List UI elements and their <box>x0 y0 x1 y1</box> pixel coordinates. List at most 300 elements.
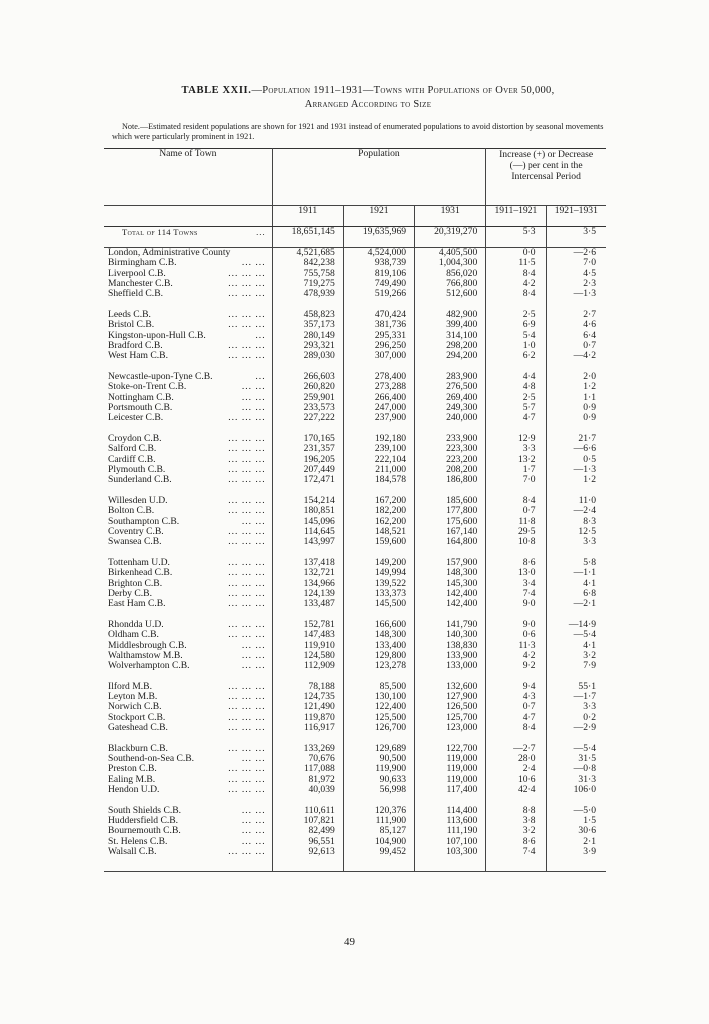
population-1911: 207,449 <box>272 465 343 475</box>
population-1921: 278,400 <box>343 372 414 382</box>
change-1921-1931: —1·7 <box>573 691 596 703</box>
change-1911-1921: 4·7 <box>486 713 546 723</box>
town-name: Huddersfield C.B. <box>108 815 179 827</box>
leader-dots: ... ... <box>241 804 266 816</box>
change-1911-1921: 0·7 <box>486 506 546 516</box>
leader-dots: ... ... ... <box>228 308 266 320</box>
town-name: London, Administrative County <box>108 247 231 258</box>
population-1931: 148,300 <box>415 568 486 578</box>
population-1921: 99,452 <box>343 847 414 857</box>
population-1911: 81,972 <box>272 775 343 785</box>
population-1921: 90,633 <box>343 775 414 785</box>
leader-dots: ... ... ... <box>228 556 266 568</box>
town-name: Coventry C.B. <box>108 525 164 537</box>
population-1911: 357,173 <box>272 320 343 330</box>
change-1921-1931: —0·8 <box>573 763 596 775</box>
change-1911-1921: 11·5 <box>486 258 546 268</box>
town-name: East Ham C.B. <box>108 598 166 610</box>
change-1911-1921: 8·8 <box>486 806 546 816</box>
leader-dots: ... ... ... <box>228 846 266 858</box>
town-name: Sheffield C.B. <box>108 288 163 300</box>
change-1921-1931: 1·1 <box>583 391 596 403</box>
population-1931: 283,900 <box>415 372 486 382</box>
change-1921-1931: 8·3 <box>583 515 596 527</box>
population-1921: 56,998 <box>343 785 414 795</box>
town-name: Rhondda U.D. <box>108 618 164 630</box>
page-number: 49 <box>344 936 355 948</box>
change-1921-1931: 2·3 <box>583 277 596 289</box>
population-1931: 133,900 <box>415 651 486 661</box>
table-row <box>104 785 606 795</box>
change-1921-1931: —1·3 <box>573 288 596 300</box>
leader-dots: ... ... ... <box>228 680 266 692</box>
population-1911: 82,499 <box>272 826 343 836</box>
change-1911-1921: 3·4 <box>486 579 546 589</box>
population-1911: 478,939 <box>272 289 343 299</box>
change-1911-1921: 0·6 <box>486 630 546 640</box>
table-row <box>104 847 606 857</box>
population-1911: 124,735 <box>272 692 343 702</box>
town-name: Swansea C.B. <box>108 536 162 548</box>
population-1931: 399,400 <box>415 320 486 330</box>
population-1931: 125,700 <box>415 713 486 723</box>
leader-dots: ... ... ... <box>228 598 266 610</box>
population-1911: 458,823 <box>272 310 343 320</box>
population-1931: 122,700 <box>415 744 486 754</box>
population-1931: 157,900 <box>415 558 486 568</box>
change-1921-1931: —1·3 <box>573 463 596 475</box>
population-1911: 4,521,685 <box>272 248 343 259</box>
change-1911-1921: 5·4 <box>486 331 546 341</box>
population-1921: 123,278 <box>343 661 414 671</box>
change-1911-1921: 6·9 <box>486 320 546 330</box>
population-1931: 482,900 <box>415 310 486 320</box>
town-name: Kingston-upon-Hull C.B. <box>108 329 206 341</box>
leader-dots: ... ... ... <box>228 494 266 506</box>
change-1921-1931: 4·6 <box>583 319 596 331</box>
population-1921: 211,000 <box>343 465 414 475</box>
population-1911: 133,269 <box>272 744 343 754</box>
population-1931: 175,600 <box>415 517 486 527</box>
change-1921-1931: 31·3 <box>578 773 596 785</box>
town-name: Middlesbrough C.B. <box>108 639 187 651</box>
leader-dots: ... ... ... <box>228 577 266 589</box>
population-1931: 269,400 <box>415 393 486 403</box>
population-1921: 85,127 <box>343 826 414 836</box>
population-1931: 512,600 <box>415 289 486 299</box>
change-1921-1931: 7·0 <box>583 257 596 269</box>
town-name: Sunderland C.B. <box>108 474 172 486</box>
town-name: Southend-on-Sea C.B. <box>108 753 195 765</box>
population-1911: 112,909 <box>272 661 343 671</box>
total-row <box>104 227 606 248</box>
population-1911: 134,966 <box>272 579 343 589</box>
population-1911: 121,490 <box>272 702 343 712</box>
leader-dots: ... ... ... <box>228 536 266 548</box>
town-name: Birkenhead C.B. <box>108 567 173 579</box>
total-1921: 19,635,969 <box>343 227 414 248</box>
change-1911-1921: 0·0 <box>486 248 546 259</box>
town-name: South Shields C.B. <box>108 804 182 816</box>
population-1921: 159,600 <box>343 537 414 547</box>
leader-dots: ... ... ... <box>228 288 266 300</box>
town-name: Cardiff C.B. <box>108 453 156 465</box>
table-row <box>104 413 606 423</box>
town-name: Tottenham U.D. <box>108 556 170 568</box>
population-1931: 223,300 <box>415 444 486 454</box>
change-1921-1931: —2·1 <box>573 598 596 610</box>
population-1921: 182,200 <box>343 506 414 516</box>
change-1911-1921: 8·4 <box>486 496 546 506</box>
change-1911-1921: 4·2 <box>486 651 546 661</box>
total-change-1: 5·3 <box>486 227 546 248</box>
header-1921-1931: 1921–1931 <box>546 206 606 227</box>
population-1931: 107,100 <box>415 837 486 847</box>
population-1911: 117,088 <box>272 764 343 774</box>
leader-dots: ... ... <box>241 257 266 269</box>
change-1921-1931: 12·5 <box>578 525 596 537</box>
population-1921: 222,104 <box>343 455 414 465</box>
population-1911: 96,551 <box>272 837 343 847</box>
change-1911-1921: 29·5 <box>486 527 546 537</box>
leader-dots: ... ... ... <box>228 463 266 475</box>
change-1921-1931: 5·8 <box>583 556 596 568</box>
population-1931: 103,300 <box>415 847 486 857</box>
town-name: Willesden U.D. <box>108 494 168 506</box>
town-name: Bolton C.B. <box>108 505 155 517</box>
population-1911: 152,781 <box>272 620 343 630</box>
town-name: Hendon U.D. <box>108 784 160 796</box>
population-1911: 260,820 <box>272 382 343 392</box>
population-1921: 90,500 <box>343 754 414 764</box>
change-1921-1931: 21·7 <box>578 432 596 444</box>
population-1921: 247,000 <box>343 403 414 413</box>
population-1921: 295,331 <box>343 331 414 341</box>
population-1921: 149,994 <box>343 568 414 578</box>
table-row <box>104 599 606 609</box>
change-1911-1921: 8·6 <box>486 558 546 568</box>
change-1921-1931: —5·0 <box>573 804 596 816</box>
population-1931: 1,004,300 <box>415 258 486 268</box>
change-1921-1931: 4·1 <box>583 639 596 651</box>
town-name: Derby C.B. <box>108 587 152 599</box>
leader-dots: ... ... ... <box>228 701 266 713</box>
header-population: Population <box>272 149 486 206</box>
town-name: Stockport C.B. <box>108 711 166 723</box>
population-1921: 4,524,000 <box>343 248 414 259</box>
change-1911-1921: 7·0 <box>486 475 546 485</box>
population-1931: 119,000 <box>415 754 486 764</box>
population-1911: 259,901 <box>272 393 343 403</box>
change-1921-1931: 6·4 <box>583 329 596 341</box>
town-name: Ealing M.B. <box>108 773 156 785</box>
population-1911: 755,758 <box>272 269 343 279</box>
change-1921-1931: —1·1 <box>573 567 596 579</box>
total-dots: ... <box>256 227 266 237</box>
population-1921: 149,200 <box>343 558 414 568</box>
town-name: Blackburn C.B. <box>108 742 168 754</box>
leader-dots: ... ... ... <box>228 567 266 579</box>
change-1911-1921: 12·9 <box>486 434 546 444</box>
population-1931: 185,600 <box>415 496 486 506</box>
population-1911: 124,580 <box>272 651 343 661</box>
population-1911: 145,096 <box>272 517 343 527</box>
population-1921: 938,739 <box>343 258 414 268</box>
population-1911: 154,214 <box>272 496 343 506</box>
leader-dots: ... ... <box>241 639 266 651</box>
population-1931: 138,830 <box>415 641 486 651</box>
change-1911-1921: 2·5 <box>486 393 546 403</box>
town-name: Plymouth C.B. <box>108 463 166 475</box>
year-header-row <box>104 206 606 227</box>
total-1911: 18,651,145 <box>272 227 343 248</box>
population-1911: 119,910 <box>272 641 343 651</box>
population-1921: 307,000 <box>343 351 414 361</box>
population-1931: 127,900 <box>415 692 486 702</box>
town-name: Brighton C.B. <box>108 577 163 589</box>
change-1921-1931: 2·0 <box>583 370 596 382</box>
population-1911: 116,917 <box>272 723 343 733</box>
table-row <box>104 537 606 547</box>
change-1911-1921: 11·3 <box>486 641 546 651</box>
change-1921-1931: 0·9 <box>583 412 596 424</box>
population-1921: 266,400 <box>343 393 414 403</box>
table-row <box>104 723 606 733</box>
leader-dots: ... ... ... <box>228 432 266 444</box>
change-1911-1921: 13·2 <box>486 455 546 465</box>
population-1931: 141,790 <box>415 620 486 630</box>
header-row <box>104 149 606 206</box>
leader-dots: ... ... ... <box>228 711 266 723</box>
leader-dots: ... ... ... <box>228 505 266 517</box>
change-1911-1921: 5·7 <box>486 403 546 413</box>
population-1921: 470,424 <box>343 310 414 320</box>
change-1921-1931: 11·0 <box>578 494 596 506</box>
leader-dots: ... ... ... <box>228 722 266 734</box>
change-1911-1921: 28·0 <box>486 754 546 764</box>
population-1911: 289,030 <box>272 351 343 361</box>
change-1911-1921: 42·4 <box>486 785 546 795</box>
population-1911: 107,821 <box>272 816 343 826</box>
change-1921-1931: 0·5 <box>583 453 596 465</box>
population-1921: 120,376 <box>343 806 414 816</box>
population-1921: 111,900 <box>343 816 414 826</box>
population-1921: 749,490 <box>343 279 414 289</box>
town-name: Oldham C.B. <box>108 629 159 641</box>
town-name: Portsmouth C.B. <box>108 401 173 413</box>
leader-dots: ... <box>255 329 266 341</box>
population-1931: 142,400 <box>415 599 486 609</box>
population-1911: 842,238 <box>272 258 343 268</box>
population-1911: 133,487 <box>272 599 343 609</box>
population-1921: 273,288 <box>343 382 414 392</box>
change-1911-1921: 8·6 <box>486 837 546 847</box>
population-1921: 296,250 <box>343 341 414 351</box>
population-1931: 4,405,500 <box>415 248 486 259</box>
change-1921-1931: 0·2 <box>583 711 596 723</box>
change-1921-1931: —14·9 <box>568 618 596 630</box>
population-1921: 148,521 <box>343 527 414 537</box>
change-1911-1921: 2·5 <box>486 310 546 320</box>
change-1911-1921: 4·2 <box>486 279 546 289</box>
town-name: Croydon C.B. <box>108 432 162 444</box>
change-1911-1921: 10·8 <box>486 537 546 547</box>
population-1921: 126,700 <box>343 723 414 733</box>
town-name: Leyton M.B. <box>108 691 158 703</box>
population-1931: 113,600 <box>415 816 486 826</box>
change-1911-1921: 8·4 <box>486 269 546 279</box>
population-1921: 129,689 <box>343 744 414 754</box>
population-1931: 298,200 <box>415 341 486 351</box>
population-1921: 104,900 <box>343 837 414 847</box>
population-1931: 186,800 <box>415 475 486 485</box>
population-1911: 124,139 <box>272 589 343 599</box>
population-1921: 119,900 <box>343 764 414 774</box>
town-name: Stoke-on-Trent C.B. <box>108 381 187 393</box>
population-1911: 180,851 <box>272 506 343 516</box>
leader-dots: ... ... <box>241 815 266 827</box>
leader-dots: ... ... ... <box>228 474 266 486</box>
town-name: Bradford C.B. <box>108 339 163 351</box>
leader-dots: ... ... <box>241 835 266 847</box>
population-1911: 119,870 <box>272 713 343 723</box>
change-1911-1921: 8·4 <box>486 289 546 299</box>
population-1931: 276,500 <box>415 382 486 392</box>
population-1911: 110,611 <box>272 806 343 816</box>
table-row <box>104 351 606 361</box>
population-1921: 139,522 <box>343 579 414 589</box>
change-1911-1921: 6·2 <box>486 351 546 361</box>
population-1931: 240,000 <box>415 413 486 423</box>
population-1921: 133,400 <box>343 641 414 651</box>
change-1911-1921: 3·8 <box>486 816 546 826</box>
leader-dots: ... ... ... <box>228 267 266 279</box>
population-1911: 40,039 <box>272 785 343 795</box>
leader-dots: ... ... <box>241 391 266 403</box>
town-name: Leicester C.B. <box>108 412 164 424</box>
header-1921: 1921 <box>343 206 414 227</box>
change-1921-1931: 1·5 <box>583 815 596 827</box>
population-1931: 111,190 <box>415 826 486 836</box>
leader-dots: ... ... ... <box>228 453 266 465</box>
population-1931: 294,200 <box>415 351 486 361</box>
town-name: Nottingham C.B. <box>108 391 174 403</box>
town-name: Newcastle-upon-Tyne C.B. <box>108 370 213 382</box>
header-name: Name of Town <box>104 149 272 206</box>
change-1911-1921: 0·7 <box>486 702 546 712</box>
change-1921-1931: 55·1 <box>578 680 596 692</box>
change-1911-1921: 4·4 <box>486 372 546 382</box>
change-1921-1931: —2·4 <box>573 505 596 517</box>
change-1911-1921: 9·0 <box>486 599 546 609</box>
table-row <box>104 568 606 578</box>
leader-dots: ... ... ... <box>228 339 266 351</box>
population-1931: 132,600 <box>415 682 486 692</box>
leader-dots: ... ... <box>241 381 266 393</box>
population-1921: 129,800 <box>343 651 414 661</box>
population-1931: 114,400 <box>415 806 486 816</box>
population-1921: 381,736 <box>343 320 414 330</box>
leader-dots: ... ... ... <box>228 350 266 362</box>
town-name: Walthamstow M.B. <box>108 649 183 661</box>
change-1921-1931: —2·9 <box>573 722 596 734</box>
change-1921-1931: —6·6 <box>573 443 596 455</box>
change-1911-1921: 13·0 <box>486 568 546 578</box>
population-1921: 167,200 <box>343 496 414 506</box>
population-1911: 132,721 <box>272 568 343 578</box>
table-bottom-rule <box>104 857 606 872</box>
town-name: St. Helens C.B. <box>108 835 168 847</box>
change-1911-1921: 10·6 <box>486 775 546 785</box>
population-1931: 223,200 <box>415 455 486 465</box>
change-1911-1921: —2·7 <box>486 744 546 754</box>
town-name: Leeds C.B. <box>108 308 151 320</box>
population-1931: 142,400 <box>415 589 486 599</box>
population-1931: 249,300 <box>415 403 486 413</box>
leader-dots: ... ... <box>241 660 266 672</box>
header-1931: 1931 <box>415 206 486 227</box>
town-name: Preston C.B. <box>108 763 157 775</box>
population-1911: 70,676 <box>272 754 343 764</box>
table-row <box>104 475 606 485</box>
population-1931: 766,800 <box>415 279 486 289</box>
change-1921-1931: 3·9 <box>583 846 596 858</box>
change-1911-1921: 8·4 <box>486 723 546 733</box>
change-1911-1921: 4·3 <box>486 692 546 702</box>
change-1911-1921: 4·7 <box>486 413 546 423</box>
change-1921-1931: 3·2 <box>583 649 596 661</box>
change-1911-1921: 1·7 <box>486 465 546 475</box>
town-name: Bournemouth C.B. <box>108 825 181 837</box>
population-1921: 148,300 <box>343 630 414 640</box>
change-1911-1921: 3·2 <box>486 826 546 836</box>
leader-dots: ... ... <box>241 753 266 765</box>
leader-dots: ... ... ... <box>228 742 266 754</box>
change-1921-1931: 1·2 <box>583 381 596 393</box>
header-1911: 1911 <box>272 206 343 227</box>
change-1921-1931: 1·2 <box>583 474 596 486</box>
change-1921-1931: 0·9 <box>583 401 596 413</box>
change-1911-1921: 2·4 <box>486 764 546 774</box>
change-1921-1931: 2·1 <box>583 835 596 847</box>
population-1931: 233,900 <box>415 434 486 444</box>
leader-dots: ... ... ... <box>228 773 266 785</box>
town-name: Ilford M.B. <box>108 680 152 692</box>
leader-dots: ... ... ... <box>228 784 266 796</box>
town-name: West Ham C.B. <box>108 350 168 362</box>
population-1931: 123,000 <box>415 723 486 733</box>
population-1931: 314,100 <box>415 331 486 341</box>
table-row <box>104 506 606 516</box>
table-row <box>104 444 606 454</box>
leader-dots: ... ... ... <box>228 412 266 424</box>
header-change: Increase (+) or Decrease (—) per cent in the Intercensal Period <box>486 149 606 206</box>
population-1931: 208,200 <box>415 465 486 475</box>
change-1921-1931: 4·1 <box>583 577 596 589</box>
population-1921: 192,180 <box>343 434 414 444</box>
change-1921-1931: —4·2 <box>573 350 596 362</box>
population-1911: 143,997 <box>272 537 343 547</box>
change-1921-1931: 3·3 <box>583 701 596 713</box>
header-1911-1921: 1911–1921 <box>486 206 546 227</box>
population-1921: 239,100 <box>343 444 414 454</box>
population-1921: 166,600 <box>343 620 414 630</box>
change-1911-1921: 1·0 <box>486 341 546 351</box>
change-1911-1921: 4·8 <box>486 382 546 392</box>
title-line1: —Population 1911–1931—Towns with Populations of Over 50,000, <box>251 85 555 96</box>
change-1911-1921: 11·8 <box>486 517 546 527</box>
table-row <box>104 661 606 671</box>
